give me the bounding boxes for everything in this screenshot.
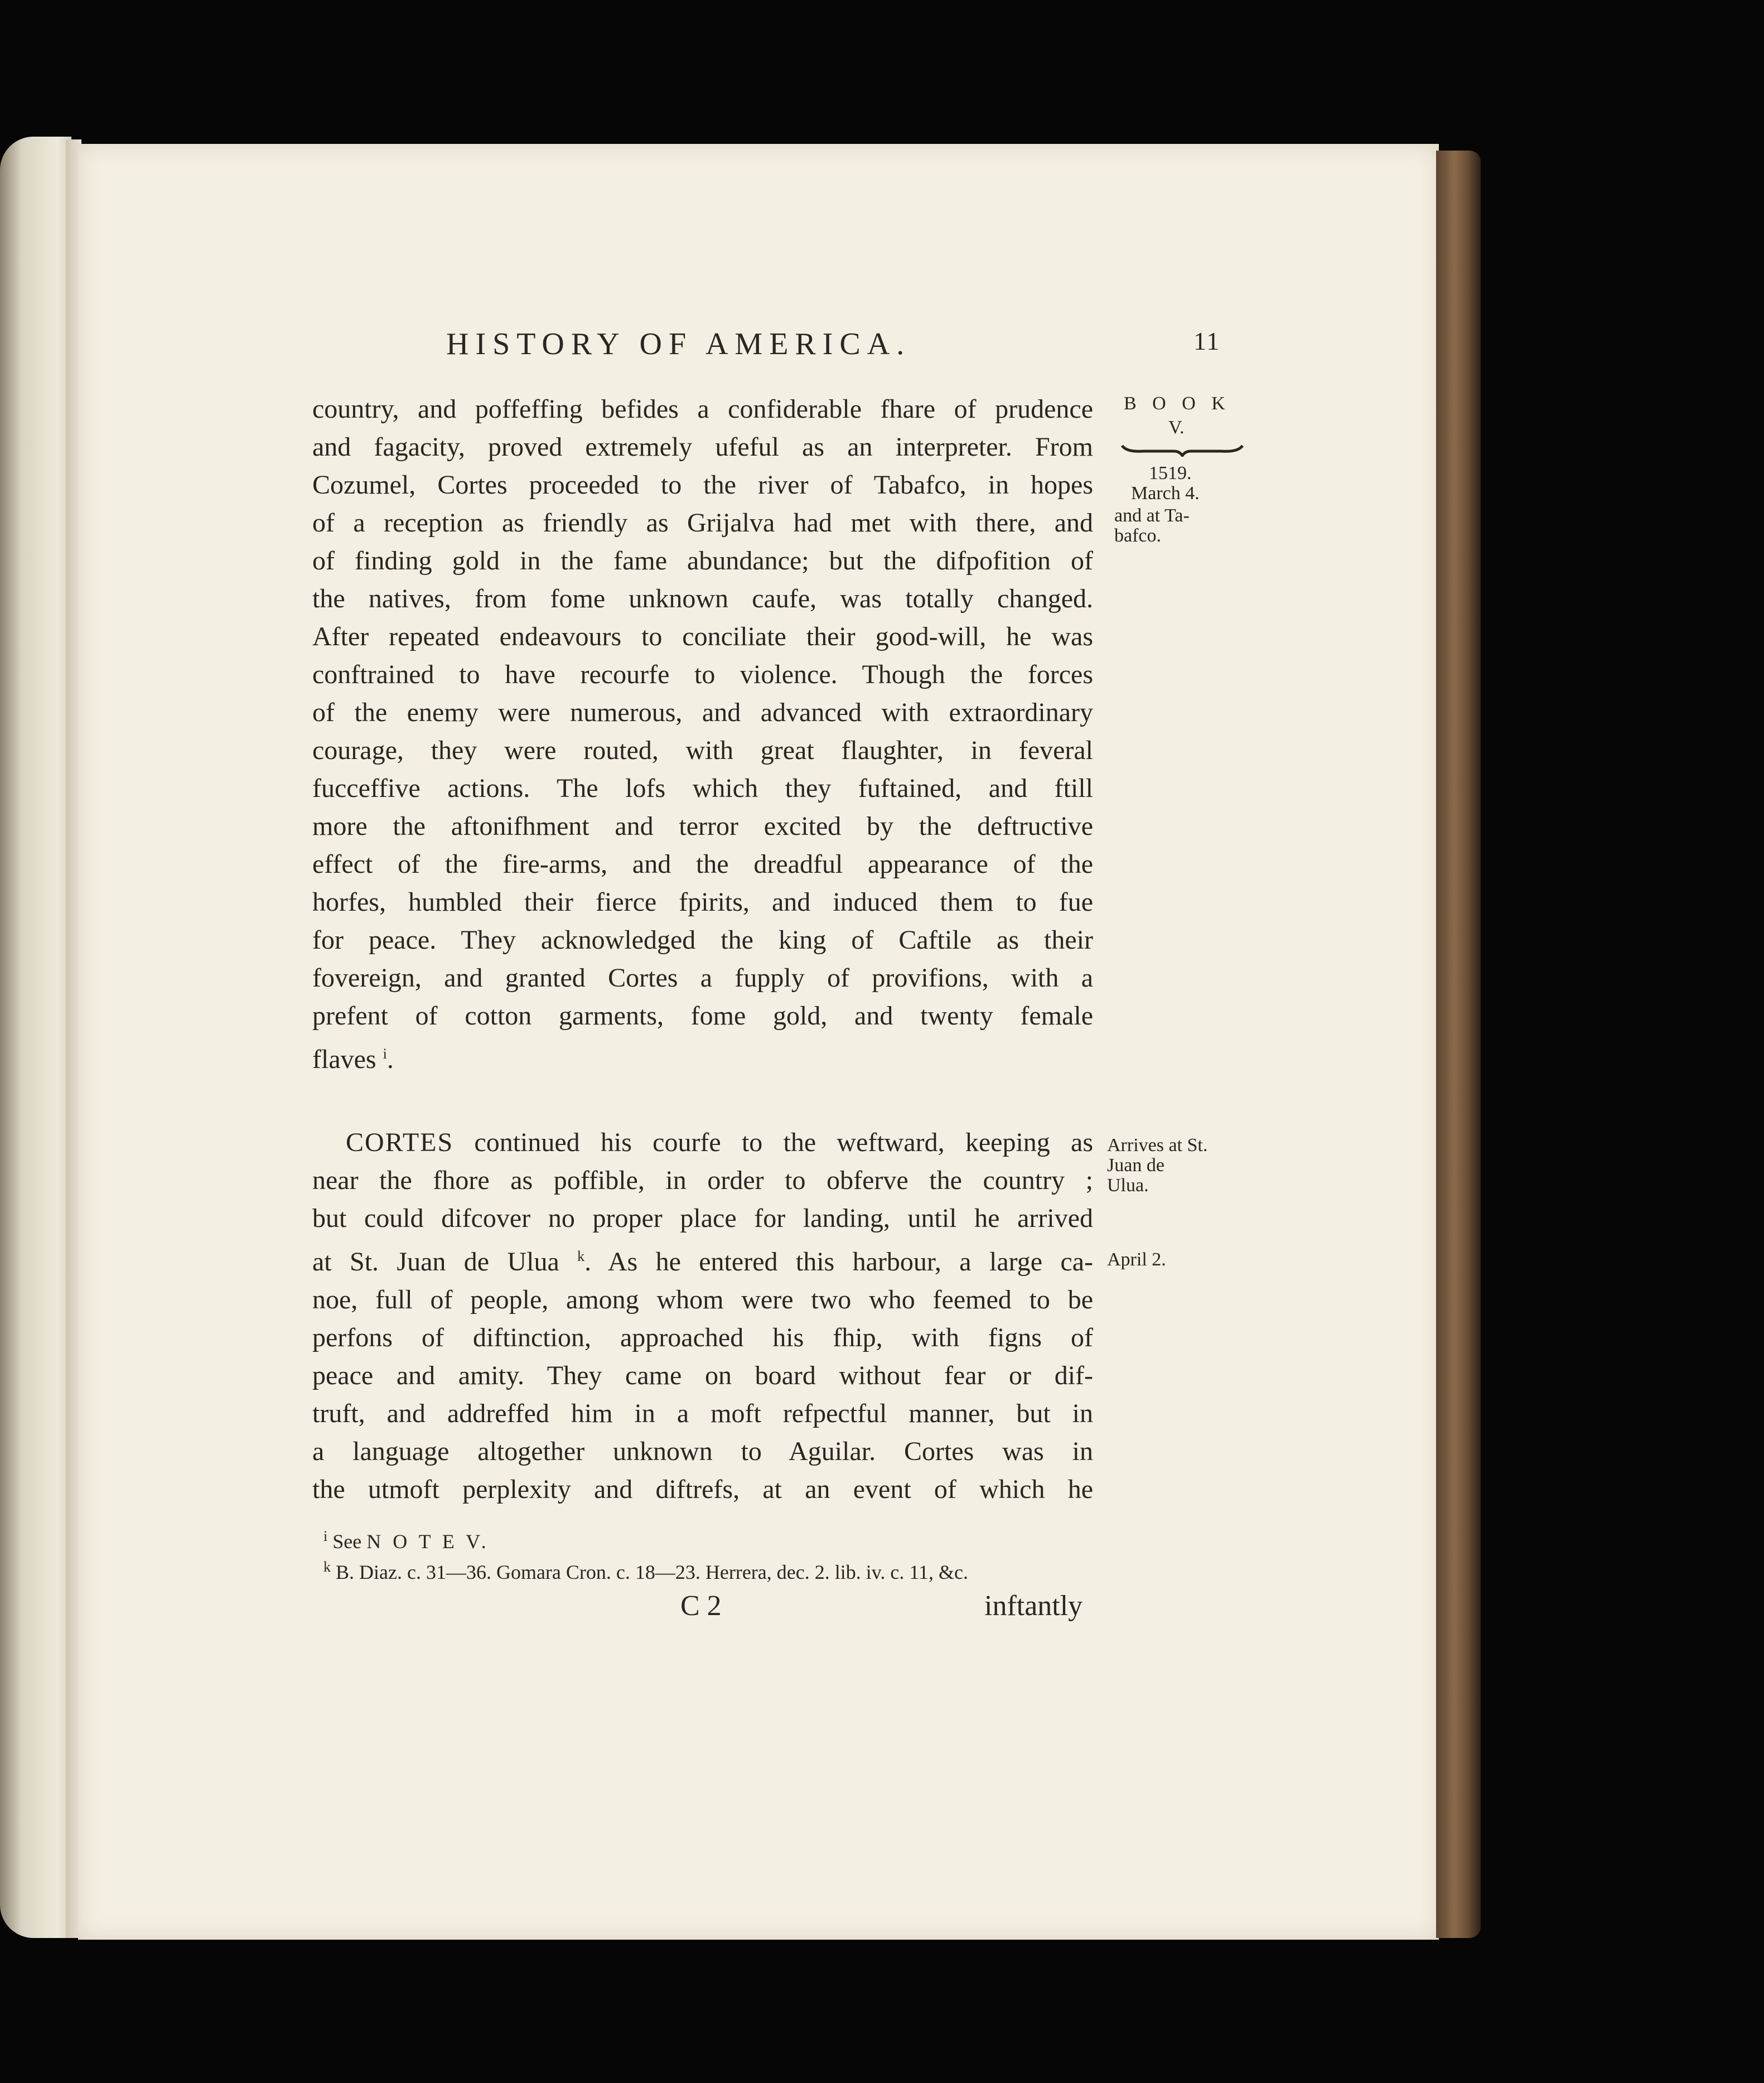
- lead-word: CORTES: [346, 1128, 454, 1157]
- text-line: horfes, humbled their fierce fpirits, and induced them to fue: [312, 887, 1093, 917]
- margin-note-ulua-2: Juan de: [1107, 1155, 1164, 1176]
- text-line-last: [312, 1035, 1093, 1079]
- text-line: peace and amity. They came on board without fear or dif-: [312, 1361, 1093, 1390]
- footnote-i-note: N O T E V.: [366, 1530, 490, 1553]
- margin-note-tabasco-1: and at Ta-: [1114, 505, 1190, 526]
- text-line: noe, full of people, among whom were two who feemed to be: [312, 1285, 1093, 1314]
- period: .: [386, 1045, 394, 1074]
- margin-note-tabasco-2: bafco.: [1114, 525, 1162, 546]
- text-line: fucceffive actions. The lofs which they fuftained, and ftill: [312, 774, 1093, 803]
- footnote-i: [323, 1523, 490, 1555]
- text-line: the natives, from fome unknown caufe, was totally changed.: [312, 584, 1093, 613]
- margin-book-number: V.: [1168, 417, 1185, 438]
- brace-ornament: [1121, 443, 1244, 457]
- line-part: . As he entered this harbour, a large ca-: [584, 1247, 1094, 1277]
- margin-note-ulua-1: Arrives at St.: [1107, 1135, 1208, 1156]
- text-line: conftrained to have recourfe to violence. Though the forces: [312, 660, 1093, 689]
- text-line: but could difcover no proper place for landing, until he arrived: [312, 1204, 1093, 1233]
- margin-book-label: B O O K: [1124, 393, 1231, 414]
- text-line-with-ref: [312, 1238, 1093, 1281]
- text-line: near the fhore as poffible, in order to obferve the country ;: [312, 1166, 1093, 1195]
- text-line: of finding gold in the fame abundance; but the difpofition of: [312, 546, 1093, 576]
- text-line: perfons of diftinction, approached his fhip, with figns of: [312, 1323, 1093, 1352]
- page-number: 11: [1193, 327, 1221, 355]
- leather-cover-edge: [1436, 151, 1481, 1938]
- text-line: more the aftonifhment and terror excited by the deftructive: [312, 811, 1093, 841]
- text-line: courage, they were routed, with great flaughter, in feveral: [312, 736, 1093, 765]
- footnote-mark-k: k: [323, 1559, 331, 1575]
- text-line: prefent of cotton garments, fome gold, and twenty female: [312, 1001, 1093, 1031]
- footnote-i-see: See: [332, 1530, 362, 1553]
- text-line: After repeated endeavours to conciliate their good-will, he was: [312, 622, 1093, 651]
- signature-mark: C 2: [680, 1590, 722, 1622]
- text-line-first: [312, 1124, 1093, 1162]
- text-line: the utmoft perplexity and diftrefs, at an event of which he: [312, 1475, 1093, 1504]
- text-line: of the enemy were numerous, and advanced with extraordinary: [312, 698, 1093, 727]
- text-line: a language altogether unknown to Aguilar. Cortes was in: [312, 1437, 1093, 1466]
- text-line: country, and poffeffing befides a confiderable fhare of prudence: [312, 394, 1093, 424]
- last-word: flaves: [312, 1045, 376, 1074]
- footnote-ref-k: k: [577, 1248, 585, 1264]
- line-part: at St. Juan de Ulua: [312, 1247, 559, 1277]
- margin-year: 1519.: [1149, 463, 1192, 484]
- footnote-k: [323, 1553, 968, 1586]
- paragraph-1: [312, 390, 1093, 1079]
- paragraph-2: [312, 1124, 1093, 1509]
- text-line: for peace. They acknowledged the king of Caftile as their: [312, 925, 1093, 955]
- text-line: of a reception as friendly as Grijalva had met with there, and: [312, 508, 1093, 538]
- first-line-rest: continued his courfe to the weftward, keeping as: [474, 1128, 1093, 1157]
- text-line: effect of the fire-arms, and the dreadful appearance of the: [312, 849, 1093, 879]
- running-title: HISTORY OF AMERICA.: [446, 327, 911, 361]
- footnote-ref-i: i: [383, 1046, 387, 1062]
- text-line: and fagacity, proved extremely ufeful as an interpreter. From: [312, 432, 1093, 462]
- left-page-edge: [0, 137, 71, 1938]
- text-line: Cozumel, Cortes proceeded to the river of Tabafco, in hopes: [312, 470, 1093, 500]
- margin-note-ulua-3: Ulua.: [1107, 1175, 1149, 1196]
- footnote-k-text: B. Diaz. c. 31—36. Gomara Cron. c. 18—23. Herrera, dec. 2. lib. iv. c. 11, &c.: [336, 1561, 969, 1583]
- margin-date-april: April 2.: [1107, 1249, 1166, 1270]
- footnote-mark-i: i: [323, 1528, 328, 1544]
- text-line: truft, and addreffed him in a moft refpectful manner, but in: [312, 1399, 1093, 1428]
- margin-date-march: March 4.: [1131, 483, 1200, 504]
- text-line: fovereign, and granted Cortes a fupply of provifions, with a: [312, 963, 1093, 993]
- catchword: inftantly: [984, 1590, 1083, 1622]
